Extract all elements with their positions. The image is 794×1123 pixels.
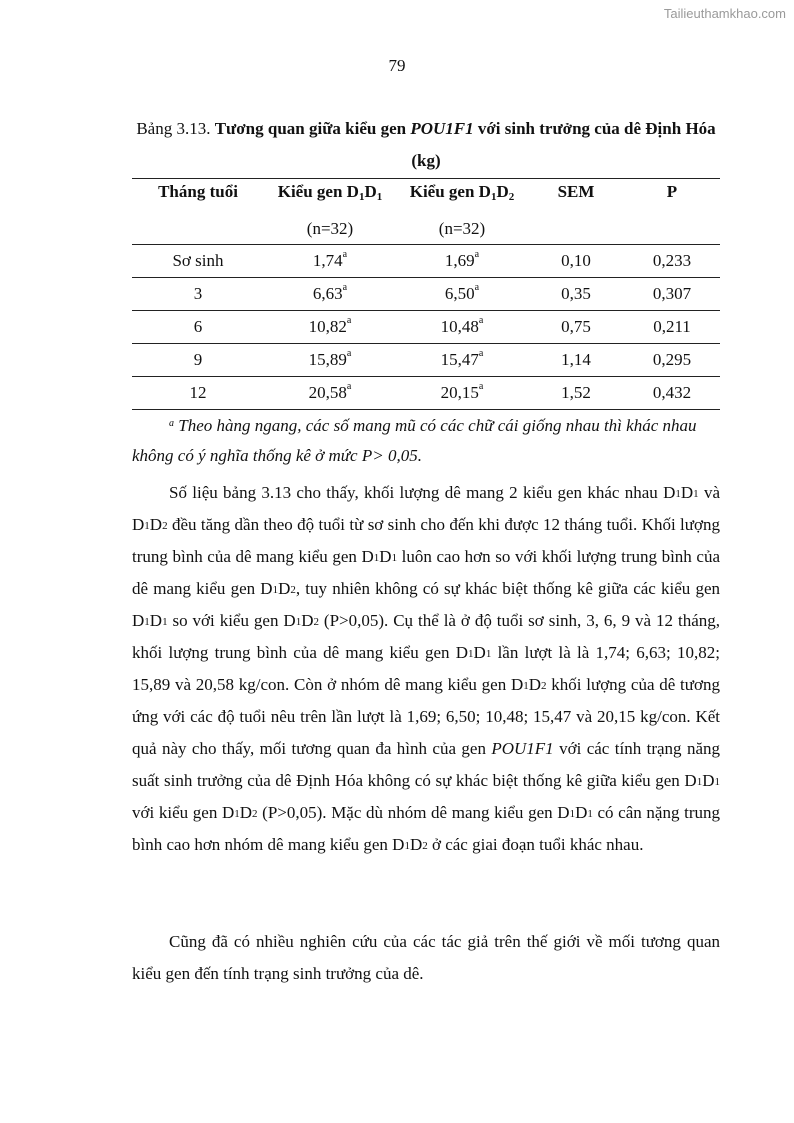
page-number: 79 [388, 56, 406, 75]
cell-d1d1: 6,63$^a$ [264, 278, 396, 311]
paragraph-2: Cũng đã có nhiều nghiên cứu của các tác giả trên thế giới về mối tương quan kiểu gen đến tính trạng sinh trưởng của dê. [132, 932, 720, 983]
caption-title-part1: Tương quan giữa kiểu gen [214, 119, 411, 138]
header-age: Tháng tuổi [132, 179, 264, 214]
cell-sem: 1,52 [528, 377, 624, 410]
cell-age: 3 [132, 278, 264, 311]
cell-sem: 0,35 [528, 278, 624, 311]
cell-sem: 0,10 [528, 245, 624, 278]
cell-d1d2: 20,15$^a$ [396, 377, 528, 410]
cell-sem: 0,75 [528, 311, 624, 344]
cell-p: 0,211 [624, 311, 720, 344]
cell-d1d2: 10,48$^a$ [396, 311, 528, 344]
cell-d1d2: 15,47$^a$ [396, 344, 528, 377]
table-row [132, 245, 720, 278]
header-p: P [624, 179, 720, 245]
cell-age: 9 [132, 344, 264, 377]
data-table [132, 178, 720, 410]
caption-title-part2: với sinh trưởng của dê Định Hóa (kg) [411, 119, 716, 170]
footnote-sup: a [169, 418, 174, 429]
caption-title [215, 119, 716, 170]
caption-gene: POU1F1 [410, 119, 474, 138]
header-genotype-d1d1: Kiểu gen $D_1D_1$ [264, 179, 396, 214]
cell-d1d2: 1,69$^a$ [396, 245, 528, 278]
cell-d1d2: 6,50$^a$ [396, 278, 528, 311]
cell-p: 0,295 [624, 344, 720, 377]
table-row [132, 377, 720, 410]
cell-d1d1: 15,89$^a$ [264, 344, 396, 377]
cell-age: 6 [132, 311, 264, 344]
paragraph-1: Số liệu bảng 3.13 cho thấy, khối lượng dê mang 2 kiểu gen khác nhau $D_1D_1$ và $D_1D_2$ đều tăng dần theo độ tuổi từ sơ sinh cho đến khi được 12 tháng tuổi. Khối lượng trung bình của dê mang kiểu gen $D_1D_1$ luôn cao hơn so với khối lượng trung bình của dê mang kiểu gen $D_1D_2$, tuy nhiên không có sự khác biệt thống kê giữa các kiểu gen $D_1D_1$ so với kiểu gen $D_1D_2$ (P>0,05). Cụ thể là ở độ tuổi sơ sinh, 3, 6, 9 và 12 tháng, khối lượng trung bình của dê mang kiểu gen $D_1D_1$ lần lượt là là 1,74; 6,63; 10,82; 15,89 và 20,58 kg/con. Còn ở nhóm dê mang kiểu gen $D_1D_2$ khối lượng của dê tương ứng với các độ tuổi nêu trên lần lượt là 1,69; 6,50; 10,48; 15,47 và 20,15 kg/con. Kết quả này cho thấy, mối tương quan đa hình của gen POU1F1 với các tính trạng năng suất sinh trưởng của dê Định Hóa không có sự khác biệt thống kê giữa kiểu gen $D_1D_1$ với kiểu gen $D_1D_2$ (P>0,05). Mặc dù nhóm dê mang kiểu gen $D_1D_1$ có cân nặng trung bình cao hơn nhóm dê mang kiểu gen $D_1D_2$ ở các giai đoạn tuổi khác nhau. [132, 483, 721, 854]
table-row [132, 311, 720, 344]
header-sem: SEM [528, 179, 624, 245]
table-row [132, 344, 720, 377]
cell-sem: 1,14 [528, 344, 624, 377]
cell-d1d1: 20,58$^a$ [264, 377, 396, 410]
cell-p: 0,233 [624, 245, 720, 278]
header-n-d1d2: (n=32) [438, 218, 486, 238]
table-header-row [132, 179, 720, 214]
header-genotype-d1d2: Kiểu gen $D_1D_2$ [396, 179, 528, 214]
table-footnote [132, 411, 720, 471]
caption-prefix: Bảng 3.13. [136, 119, 215, 138]
cell-d1d1: 1,74$^a$ [264, 245, 396, 278]
watermark: Tailieuthamkhao.com [663, 6, 786, 21]
cell-d1d1: 10,82$^a$ [264, 311, 396, 344]
cell-age: Sơ sinh [132, 245, 264, 278]
header-n-d1d1: (n=32) [306, 218, 354, 238]
header-age-blank [132, 213, 264, 245]
table-caption [132, 113, 720, 177]
cell-p: 0,432 [624, 377, 720, 410]
cell-p: 0,307 [624, 278, 720, 311]
table-row [132, 278, 720, 311]
footnote-text: Theo hàng ngang, các số mang mũ có các chữ cái giống nhau thì khác nhau không có ý nghĩa thống kê ở mức P> 0,05. [132, 416, 697, 465]
cell-age: 12 [132, 377, 264, 410]
